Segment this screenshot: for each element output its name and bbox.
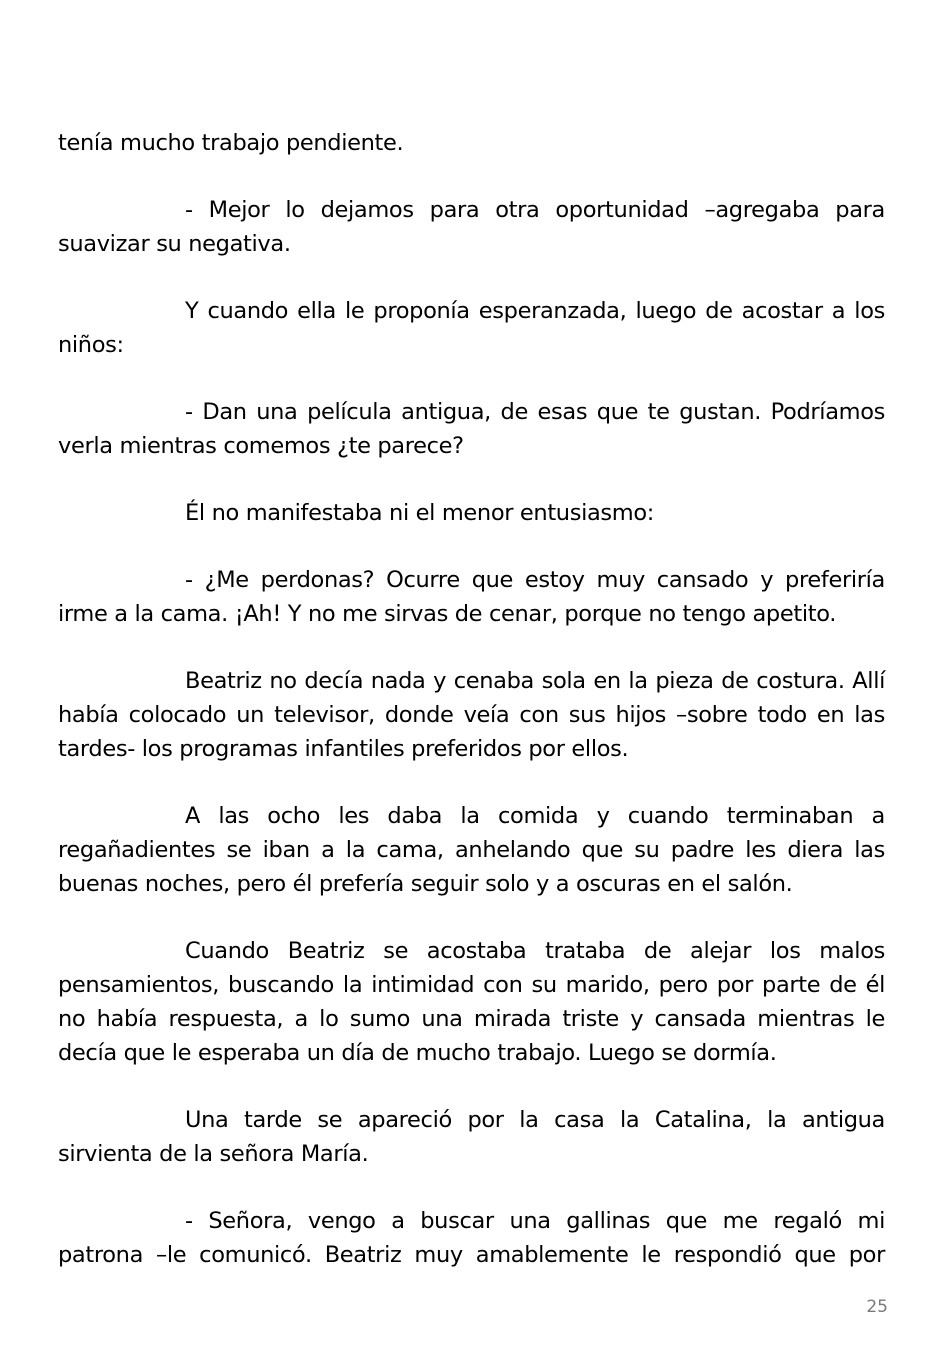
paragraph: Él no manifestaba ni el menor entusiasmo: (185, 500, 655, 526)
page-body (58, 126, 885, 1305)
paragraph: - Señora, vengo a buscar una gallinas que me regaló mi patrona –le comunicó. Beatriz muy amablemente le respondió que por (58, 1208, 885, 1268)
page-number: 25 (866, 1297, 888, 1317)
paragraph: Y cuando ella le proponía esperanzada, luego de acostar a los niños: (58, 298, 885, 358)
paragraph: Cuando Beatriz se acostaba trataba de alejar los malos pensamientos, buscando la intimidad con su marido, pero por parte de él no había respuesta, a lo sumo una mirada triste y cansada mientras le decía que le esperaba un día de mucho trabajo. Luego se dormía. (58, 938, 885, 1066)
paragraph: - Mejor lo dejamos para otra oportunidad –agregaba para suavizar su negativa. (58, 197, 885, 257)
paragraph: - ¿Me perdonas? Ocurre que estoy muy cansado y preferiría irme a la cama. ¡Ah! Y no me sirvas de cenar, porque no tengo apetito. (58, 567, 885, 627)
paragraph: tenía mucho trabajo pendiente. (58, 130, 404, 156)
paragraph: A las ocho les daba la comida y cuando terminaban a regañadientes se iban a la cama, anhelando que su padre les diera las buenas noches, pero él prefería seguir solo y a oscuras en el salón. (58, 803, 885, 897)
paragraph: - Dan una película antigua, de esas que te gustan. Podríamos verla mientras comemos ¿te parece? (58, 399, 885, 459)
paragraph: Una tarde se apareció por la casa la Catalina, la antigua sirvienta de la señora María. (58, 1107, 885, 1167)
paragraph: Beatriz no decía nada y cenaba sola en la pieza de costura. Allí había colocado un televisor, donde veía con sus hijos –sobre todo en las tardes- los programas infantiles preferidos por ellos. (58, 668, 885, 762)
